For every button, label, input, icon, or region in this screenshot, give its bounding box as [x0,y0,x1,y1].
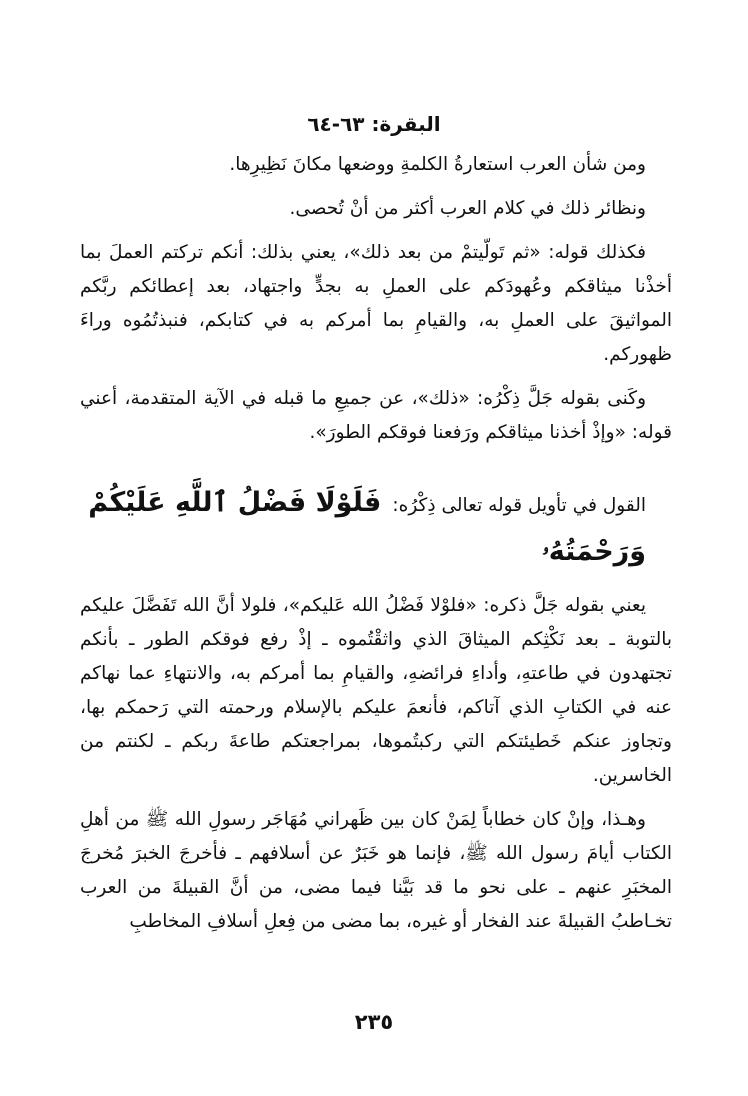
page-number: ٢٣٥ [354,1010,394,1034]
running-header: البقرة: ٦٣-٦٤ [307,112,441,136]
paragraph-3: فكذلك قوله: «ثم تَولّيتمْ من بعد ذلك»، يعني بذلك: أنكم تركتم العملَ بما أخذْنا ميثاقكم وعُهودَكم على العملِ به بجدٍّ واجتهاد، بعد إعطائكم ربَّكم المواثيقَ على العملِ به، والقيامِ بما أمركم به في كتابكم، فنبذتُمُوه وراءَ ظهوركم. [80,242,672,365]
paragraph-6: وهـذا، وإنْ كان خطاباً لِمَنْ كان بين ظَهراني مُهَاجَر رسولِ الله ﷺ من أهلِ الكتاب أيامَ رسول الله ﷺ، فإنما هو خَبَرٌ عن أسلافهم ـ فأخرجَ الخبرَ مُخرجَ المخبَرِ عنهم ـ على نحو ما قد بَيَّنا فيما مضى، من أنَّ القبيلةَ من العرب تخـاطبُ القبيلةَ عند الفخار أو غيره، بما مضى من فِعلِ أسلافِ المخاطبِ [80,809,672,932]
page-body [80,148,672,949]
paragraph-2: ونظائر ذلك في كلام العرب أكثر من أنْ تُحصى. [289,198,646,219]
quran-verse-part-1: فَلَوْلَا فَضْلُ ٱللَّهِ عَلَيْكُمْ [88,487,382,518]
paragraph-4: وكَنى بقوله جَلَّ ذِكْرُه: «ذلك»، عن جميعِ ما قبله في الآية المتقدمة، أعني قوله: «وإذْ أخذنا ميثاقكم ورَفعنا فوقكم الطورَ». [80,388,672,443]
paragraph-5: يعني بقوله جَلَّ ذكره: «فلوْلا فَضْلُ الله عَليكم»، فلولا أنَّ الله تَفَضَّلَ عليكم بالتوبة ـ بعد نَكْثِكم الميثاقَ الذي واثقْتُموه ـ إذْ رفع فوقكم الطور ـ بأنكم تجتهدون في طاعتهِ، وأداءِ فرائضهِ، والقيامِ بما أمركم به، والانتهاءِ عما نهاكم عنه في الكتابِ الذي آتاكم، فأنعمَ عليكم بالإسلام ورحمته التي رَحمكم بها، وتجاوز عنكم خَطيئتكم التي ركبتُموها، بمراجعتكم طاعةَ ربكم ـ لكنتم من الخاسرين. [80,595,672,786]
paragraph-1: ومن شأن العرب استعارةُ الكلمةِ ووضعها مكانَ نَظِيرِها. [229,154,646,175]
section-heading [80,480,672,575]
section-heading-intro: القول في تأويل قوله تعالى ذِكْرُه: [392,495,646,516]
quran-verse-part-2: وَرَحْمَتُهُۥ [541,536,646,567]
